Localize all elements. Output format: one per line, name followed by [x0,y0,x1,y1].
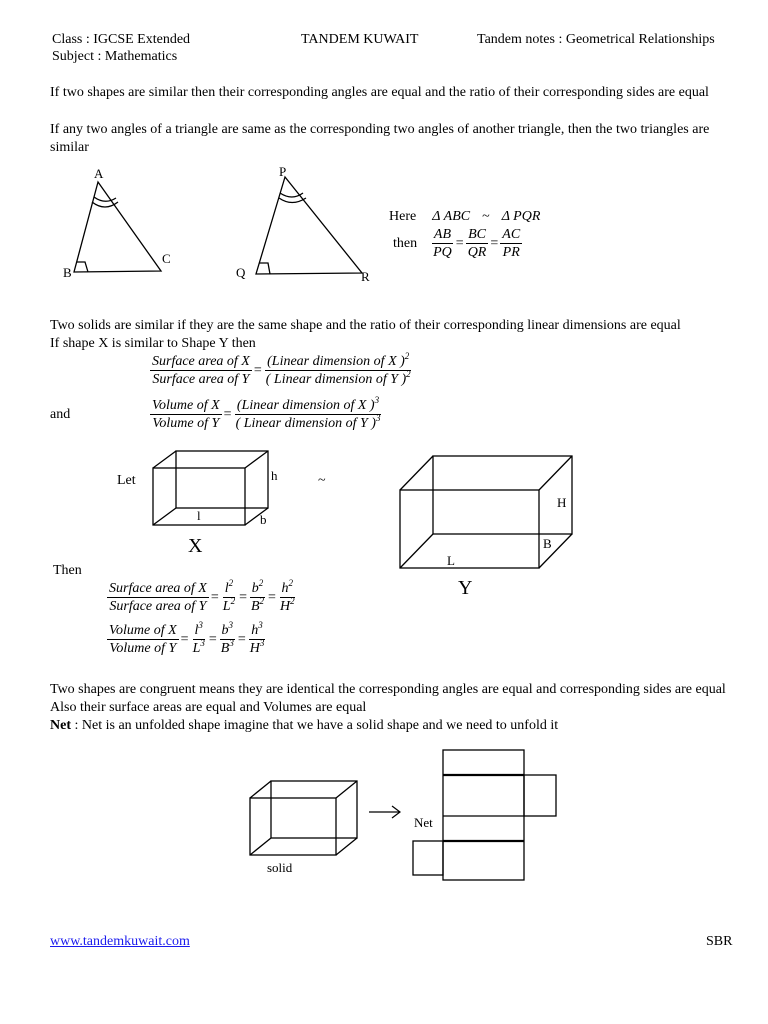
surface-area-fraction-2: $\frac{\text{Surface area of X}}{\text{Surface area of Y}}$ [109,581,207,614]
net-term: Net [50,718,71,733]
l-squared-ratio: $\frac{l^2}{L^2}$ [222,578,236,614]
similar-tilde: ~ [318,473,326,488]
box-net [413,750,556,880]
then-label: then [393,235,418,251]
here-label: Here [389,209,417,224]
h-cubed-ratio: $\frac{h^3}{H^3}$ [249,620,265,656]
surface-ratio-equation: $\frac{\text{Surface area of X}}{\text{Surface area of Y}}$ = $\frac{l^2}{L^2}$ = $\frac{b^2}{B^2}$ = $\frac{h^2}{H^2}$ [109,578,295,614]
label-c: C [162,251,171,266]
label-p: P [279,164,287,179]
box-x-b: b [260,512,267,527]
label-q: Q [236,265,246,280]
surface-area-equation: $\frac{\text{Surface area of X}}{\text{Surface area of Y}}$ = $\frac{(Linear dimension of X )^2}{( Linear dimension of Y )^2}$ [152,351,411,387]
label-a: A [94,166,104,181]
author-initials: SBR [706,934,733,949]
net-explanation: : Net is an unfolded shape imagine that we have a solid shape and we need to unfold it [71,718,559,733]
solid-box [250,781,357,855]
and-label: and [50,407,71,422]
website-link[interactable]: www.tandemkuwait.com [50,934,190,949]
linear-cubed-fraction: $\frac{(Linear dimension of X )^3}{( Linear dimension of Y )^3}$ [235,395,381,431]
similar-solids-condition: If shape X is similar to Shape Y then [50,336,256,351]
b-cubed-ratio: $\frac{b^3}{B^3}$ [220,620,234,656]
ratio-ab-pq: $\frac{AB}{PQ}$ [433,227,452,260]
let-label: Let [117,473,136,488]
ratio-ac-pr: $\frac{AC}{PR}$ [502,227,521,260]
box-x-h: h [271,468,278,483]
box-y-l: L [447,553,455,568]
box-x-name: X [188,535,203,557]
volume-fraction: $\frac{\text{Volume of X}}{\text{Volume of Y}}$ [152,398,220,431]
box-y-b: B [543,536,552,551]
congruent-definition: Two shapes are congruent means they are identical the corresponding angles are equal and corresponding sides are equal Also their surface areas are equal and Volumes are equal [50,682,726,715]
label-r: R [361,269,370,284]
similar-shapes-definition: If two shapes are similar then their corresponding angles are equal and the ratio of their corresponding sides are equal [50,85,709,100]
net-label: Net [414,815,433,830]
volume-ratio-equation: $\frac{\text{Volume of X}}{\text{Volume of Y}}$ = $\frac{l^3}{L^3}$ = $\frac{b^3}{B^3}$ = $\frac{h^3}{H^3}$ [109,620,265,656]
h-squared-ratio: $\frac{h^2}{H^2}$ [279,578,295,614]
box-y-name: Y [458,577,473,599]
class-line: Class : IGCSE Extended [52,32,191,47]
side-ratio-equation: then $\frac{AB}{PQ}$ = $\frac{BC}{QR}$ = $\frac{AC}{PR}$ [393,227,521,260]
l-cubed-ratio: $\frac{l^3}{L^3}$ [192,620,205,656]
solid-label: solid [267,860,293,875]
surface-area-fraction: $\frac{\text{Surface area of X}}{\text{Surface area of Y}}$ [152,354,250,387]
header-topic: Tandem notes : Geometrical Relationships [477,32,715,47]
linear-squared-fraction: $\frac{(Linear dimension of X )^2}{( Linear dimension of Y )^2}$ [265,351,411,387]
subject-line: Subject : Mathematics [52,49,178,64]
triangle-pqr-symbol: Δ PQR [501,209,541,224]
b-squared-ratio: $\frac{b^2}{B^2}$ [250,578,265,614]
arrow-icon [369,806,400,818]
triangle-abc-symbol: Δ ABC [432,209,471,224]
similar-triangles-rule: If any two angles of a triangle are same as the corresponding two angles of another triangle, then the two triangles are similar [50,122,710,155]
header-title: TANDEM KUWAIT [301,32,419,47]
box-y-h: H [557,495,567,510]
box-x-l: l [197,508,201,523]
similar-sign: ~ [482,209,490,224]
volume-equation: $\frac{\text{Volume of X}}{\text{Volume of Y}}$ = $\frac{(Linear dimension of X )^3}{( Linear dimension of Y )^3}$ [152,395,381,431]
volume-fraction-2: $\frac{\text{Volume of X}}{\text{Volume of Y}}$ [109,623,177,656]
then-label-solids: Then [53,563,82,578]
similar-solids-definition: Two solids are similar if they are the same shape and the ratio of their corresponding linear dimensions are equal [50,318,681,333]
ratio-bc-qr: $\frac{BC}{QR}$ [467,227,487,260]
label-b: B [63,265,72,280]
